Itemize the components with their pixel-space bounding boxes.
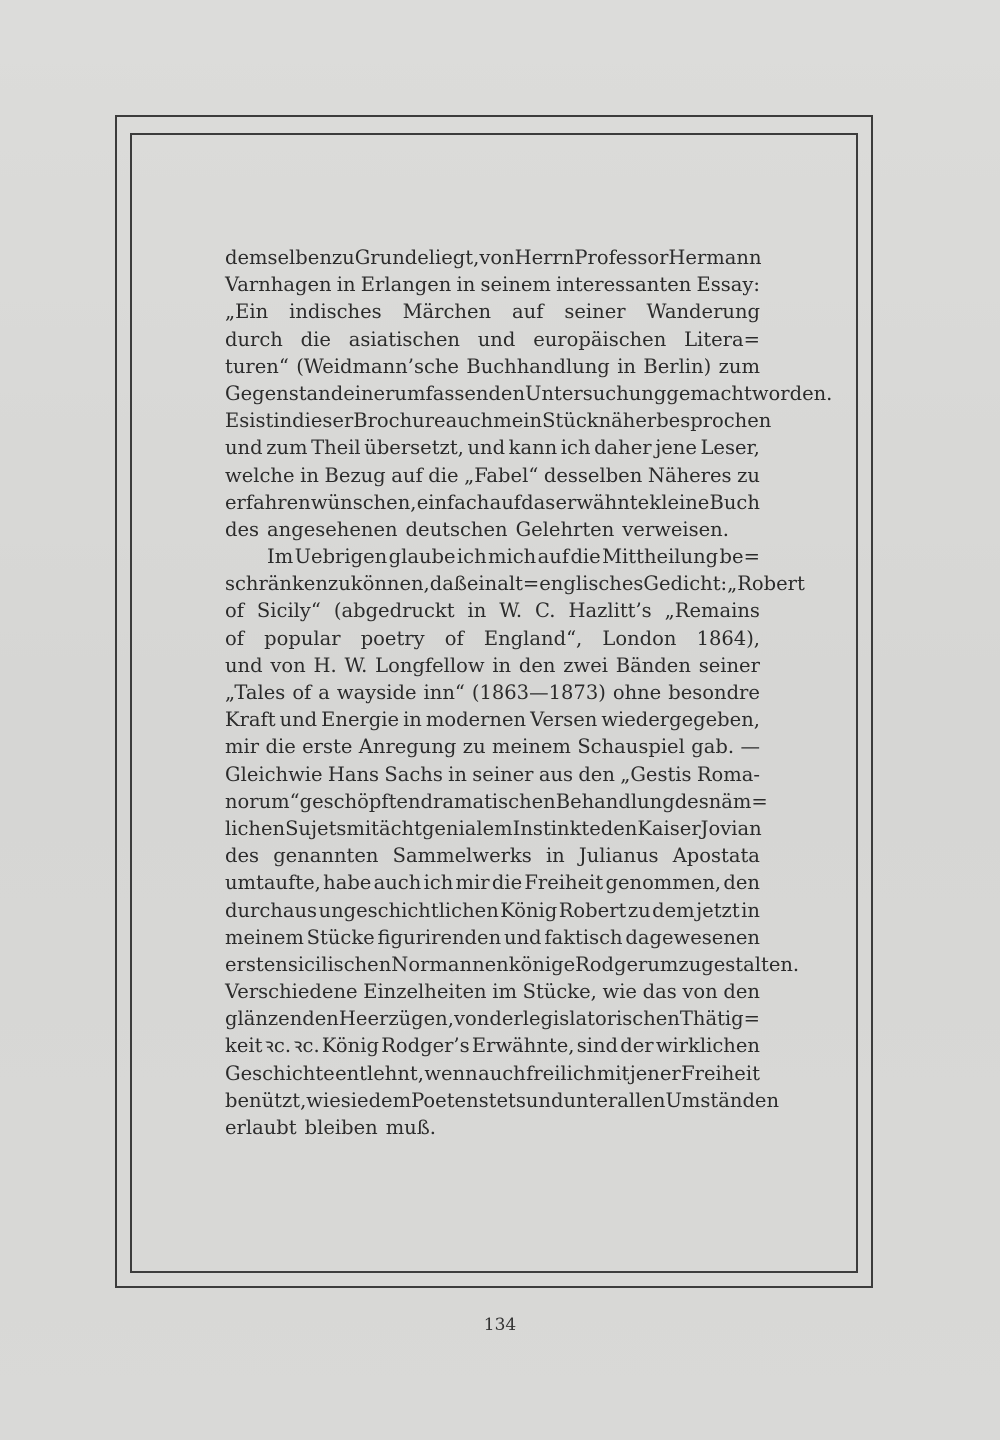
word: Im	[267, 545, 294, 569]
word: erste	[302, 735, 353, 759]
word: und	[467, 436, 506, 460]
text-line	[225, 353, 760, 380]
word: dem	[368, 1088, 412, 1112]
word: asiatischen	[348, 327, 460, 351]
word: Buch	[709, 490, 760, 514]
word: Märchen	[402, 300, 492, 324]
word: glänzenden	[225, 1007, 339, 1031]
word: Instinkte	[512, 816, 601, 840]
text-line	[225, 244, 760, 271]
word: den	[518, 653, 556, 677]
word: mein	[493, 409, 543, 433]
word: liegt,	[428, 246, 480, 269]
word: auch	[478, 1061, 526, 1085]
text-line	[225, 706, 760, 733]
word: ein	[466, 572, 498, 596]
word: das	[642, 980, 677, 1004]
word: daß	[429, 572, 467, 596]
word: von	[270, 653, 306, 677]
text-line	[225, 978, 760, 1005]
word: in	[456, 273, 476, 297]
word: turen“	[225, 354, 289, 378]
word: mir	[225, 735, 260, 759]
word: Heerzügen,	[338, 1007, 454, 1031]
word: zu	[627, 898, 651, 922]
word: Energie	[321, 708, 400, 732]
word: alt=englisches	[497, 572, 644, 596]
word: erfahren	[225, 490, 311, 514]
word: Thätig=	[679, 1007, 760, 1031]
word: die	[300, 327, 331, 351]
word: ich	[456, 545, 487, 569]
word: Leser,	[700, 436, 760, 460]
word: zu	[327, 572, 351, 596]
word: einer	[343, 381, 395, 405]
text-line	[225, 298, 760, 325]
word: daher	[594, 436, 652, 460]
text-line	[225, 271, 760, 298]
word: London	[602, 626, 677, 650]
word: angesehenen	[267, 517, 398, 541]
word: Kaiser	[637, 816, 701, 840]
word: Jovian	[700, 816, 762, 840]
word: Stücke,	[522, 980, 597, 1004]
word: zum	[718, 354, 760, 378]
word: im	[492, 980, 517, 1004]
word: Bezug	[324, 463, 386, 487]
word: der	[620, 1034, 654, 1058]
word: Näheres	[647, 463, 732, 487]
text-line	[225, 652, 760, 679]
word: Litera=	[684, 327, 760, 351]
word: Versen	[530, 708, 598, 732]
word: „Robert	[727, 572, 805, 596]
text-line	[225, 761, 760, 788]
word: in	[741, 898, 760, 922]
word: von	[682, 980, 718, 1004]
word: Poeten	[411, 1088, 479, 1112]
word: zwei	[563, 653, 609, 677]
word: ich	[423, 871, 454, 895]
word: den	[723, 980, 760, 1004]
word: Schauspiel	[577, 735, 685, 759]
word: erlaubt	[225, 1116, 297, 1139]
text-line	[225, 570, 805, 597]
word: legislatorischen	[522, 1007, 680, 1031]
text-line	[225, 489, 760, 516]
word: 1864),	[696, 626, 760, 650]
word: Kraft	[225, 708, 276, 732]
word: of	[225, 599, 244, 623]
word: erwähnte	[555, 490, 650, 514]
word: lichen	[225, 816, 286, 840]
word: seiner	[564, 300, 626, 324]
text-line	[225, 788, 768, 815]
word: Wanderung	[646, 300, 760, 324]
word: ächt	[379, 816, 422, 840]
word: wie	[602, 980, 637, 1004]
word: Theil	[311, 436, 361, 460]
text-line	[225, 951, 800, 978]
word: Stück	[542, 409, 599, 433]
word: keit	[225, 1034, 263, 1058]
word: durchaus	[225, 898, 318, 922]
word: dem	[652, 898, 695, 922]
word: Roma-	[696, 762, 760, 786]
word: besondre	[668, 681, 760, 704]
word: „Tales	[225, 681, 286, 704]
word: von	[453, 1007, 490, 1031]
word: Uebrigen	[294, 545, 388, 569]
word: umzugestalten.	[647, 952, 800, 976]
word: a	[318, 681, 330, 704]
word: in	[336, 273, 356, 297]
word: einfach	[416, 490, 490, 514]
word: König	[321, 1034, 379, 1058]
word: indisches	[289, 300, 382, 324]
text-line	[225, 543, 760, 570]
word: näm=	[708, 789, 768, 813]
word: wenn	[424, 1061, 478, 1085]
word: des	[225, 844, 260, 868]
word: deutschen	[405, 517, 508, 541]
word: Anregung	[358, 735, 457, 759]
word: und	[525, 1088, 564, 1112]
word: Freiheit	[524, 871, 604, 895]
word: zu	[462, 735, 486, 759]
word: ersten	[225, 952, 288, 976]
word: Sicily“	[256, 599, 321, 623]
word: Normannenkönige	[391, 952, 576, 976]
word: die	[570, 545, 601, 569]
word: Gleichwie	[225, 762, 323, 786]
word: zu	[737, 463, 760, 487]
word: von	[479, 246, 515, 269]
word: figurirenden	[377, 925, 502, 949]
word: jetzt	[696, 898, 740, 922]
word: und	[503, 925, 542, 949]
word: können,	[350, 572, 430, 596]
word: wirklichen	[655, 1034, 760, 1058]
word: auch	[373, 871, 422, 895]
text-line	[225, 897, 760, 924]
word: Sammelwerks	[392, 844, 532, 868]
word: Apostata	[672, 844, 760, 868]
word: ꝛc.	[264, 1034, 292, 1058]
word: mit	[596, 1061, 630, 1085]
word: Hazlitt’s	[568, 599, 652, 623]
word: auf	[537, 545, 570, 569]
text-line	[225, 1060, 760, 1087]
word: die	[491, 871, 523, 895]
word: und	[225, 653, 263, 677]
word: übersetzt,	[364, 436, 464, 460]
word: Robert	[558, 898, 627, 922]
word: europäischen	[533, 327, 667, 351]
word: allen	[617, 1088, 666, 1112]
word: in	[300, 463, 319, 487]
text-line	[225, 842, 760, 869]
word: besprochen	[656, 409, 772, 433]
word: ist	[249, 409, 274, 433]
text-line	[225, 1032, 760, 1059]
word: Rodger	[575, 952, 648, 976]
word: habe	[323, 871, 372, 895]
word: in	[492, 653, 512, 677]
text-line	[225, 326, 760, 353]
word: Berlin)	[643, 354, 712, 378]
word: „Remains	[664, 599, 760, 623]
word: „Fabel“	[464, 463, 539, 487]
word: Longfellow	[375, 653, 485, 677]
word: gab.	[691, 735, 735, 759]
word: in	[467, 599, 487, 623]
word: demselben	[225, 246, 332, 269]
text-line	[225, 815, 760, 842]
text-line	[225, 380, 833, 407]
word: verweisen.	[622, 517, 729, 541]
word: und	[279, 708, 318, 732]
word: Sachs	[384, 762, 443, 786]
word: Brochure	[353, 409, 446, 433]
word: auch	[445, 409, 494, 433]
word: ich	[560, 436, 591, 460]
word: popular	[264, 626, 341, 650]
word: wayside	[336, 681, 417, 704]
word: Hans	[327, 762, 380, 786]
word: Sujets	[285, 816, 347, 840]
word: die	[265, 735, 296, 759]
word: Gedicht:	[643, 572, 728, 596]
word: Grunde	[354, 246, 429, 269]
word: den	[578, 762, 615, 786]
word: seinem	[480, 273, 551, 297]
word: sicilischen	[287, 952, 392, 976]
word: gemacht	[666, 381, 752, 405]
word: ꝛc.	[293, 1034, 320, 1058]
word: Stücke	[306, 925, 375, 949]
word: norum“	[225, 789, 300, 813]
word: kann	[508, 436, 558, 460]
word: Rodger’s	[381, 1034, 470, 1058]
word: glaube	[388, 545, 456, 569]
word: unter	[563, 1088, 618, 1112]
word: Einzelheiten	[363, 980, 487, 1004]
word: meinem	[225, 925, 304, 949]
word: wünschen,	[310, 490, 417, 514]
word: faktisch	[544, 925, 623, 949]
body-text	[225, 244, 833, 1141]
word: schränken	[225, 572, 328, 596]
word: durch	[225, 327, 283, 351]
word: wie	[306, 1088, 341, 1112]
word: Erwähnte,	[471, 1034, 575, 1058]
word: in	[273, 409, 293, 433]
word: „Ein	[225, 300, 269, 324]
word: sie	[340, 1088, 369, 1112]
text-line	[225, 733, 760, 760]
text-line	[225, 1087, 780, 1114]
word: Es	[225, 409, 250, 433]
word: sind	[576, 1034, 618, 1058]
word: zum	[266, 436, 308, 460]
word: Umständen	[665, 1088, 780, 1112]
text-line	[225, 924, 760, 951]
word: umtaufte,	[225, 871, 321, 895]
word: Mittheilung	[602, 545, 719, 569]
word: umfassenden	[394, 381, 526, 405]
word: Varnhagen	[225, 273, 332, 297]
word: of	[225, 626, 244, 650]
word: den	[600, 816, 638, 840]
word: geschöpften	[299, 789, 421, 813]
word: poetry	[360, 626, 425, 650]
word: stets	[478, 1088, 526, 1112]
text-line	[225, 462, 760, 489]
word: meinem	[492, 735, 571, 759]
word: mit	[346, 816, 379, 840]
word: Bänden	[615, 653, 691, 677]
word: ohne	[612, 681, 662, 704]
word: den	[723, 871, 760, 895]
word: Geschichte	[225, 1061, 335, 1085]
word: kleine	[649, 490, 710, 514]
text-line	[225, 1005, 760, 1032]
word: desselben	[543, 463, 643, 487]
word: in	[617, 354, 636, 378]
word: mir	[455, 871, 490, 895]
word: auf	[512, 300, 544, 324]
word: of	[444, 626, 464, 650]
word: mich	[488, 545, 537, 569]
word: das	[521, 490, 556, 514]
word: entlehnt,	[335, 1061, 424, 1085]
page-number: 134	[483, 1315, 517, 1335]
word: of	[292, 681, 312, 704]
word: aus	[538, 762, 574, 786]
text-line	[225, 407, 772, 434]
word: (1863—1873)	[471, 681, 606, 704]
word: bleiben	[304, 1116, 378, 1139]
word: W.	[499, 599, 523, 623]
word: jene	[655, 436, 697, 460]
text-line	[225, 434, 760, 461]
word: (abgedruckt	[333, 599, 455, 623]
word: König	[500, 898, 558, 922]
word: C.	[535, 599, 556, 623]
word: freilich	[526, 1061, 597, 1085]
word: jener	[629, 1061, 681, 1085]
word: worden.	[751, 381, 833, 405]
text-line	[225, 679, 760, 706]
word: Professor	[574, 246, 669, 269]
word: Freiheit	[681, 1061, 760, 1085]
word: welche	[225, 463, 295, 487]
word: des	[674, 789, 709, 813]
word: (Weidmann’sche	[296, 354, 459, 378]
word: Erlangen	[360, 273, 452, 297]
word: auf	[391, 463, 423, 487]
word: und	[477, 327, 516, 351]
word: Buchhandlung	[466, 354, 610, 378]
word: dagewesenen	[625, 925, 760, 949]
word: Gegenstand	[225, 381, 344, 405]
word: die	[428, 463, 459, 487]
word: Julianus	[578, 844, 659, 868]
word: —	[740, 735, 760, 759]
word: ungeschichtlichen	[318, 898, 499, 922]
word: Verschiedene	[225, 980, 358, 1004]
word: dieser	[292, 409, 354, 433]
word: „Gestis	[620, 762, 692, 786]
word: Essay:	[696, 273, 760, 297]
word: genommen,	[605, 871, 722, 895]
word: H.	[313, 653, 337, 677]
text-line	[225, 869, 760, 896]
word: in	[448, 762, 467, 786]
word: und	[225, 436, 263, 460]
word: auf	[489, 490, 521, 514]
word: dramatischen	[420, 789, 556, 813]
word: modernen	[425, 708, 527, 732]
text-line	[225, 625, 760, 652]
word: muß.	[385, 1116, 436, 1139]
word: benützt,	[225, 1088, 307, 1112]
word: be=	[719, 545, 760, 569]
word: des	[225, 517, 260, 541]
text-line	[225, 1114, 760, 1141]
text-line	[225, 597, 760, 624]
word: Gelehrten	[515, 517, 615, 541]
word: näher	[598, 409, 657, 433]
word: W.	[344, 653, 368, 677]
word: genialem	[421, 816, 513, 840]
word: in	[403, 708, 422, 732]
word: Untersuchung	[525, 381, 667, 405]
word: Hermann	[668, 246, 762, 269]
word: England“,	[483, 626, 583, 650]
word: interessanten	[556, 273, 692, 297]
word: genannten	[273, 844, 379, 868]
word: wiedergegeben,	[601, 708, 760, 732]
word: inn“	[423, 681, 465, 704]
word: Behandlung	[555, 789, 675, 813]
word: in	[545, 844, 565, 868]
word: der	[489, 1007, 523, 1031]
word: Herrn	[514, 246, 575, 269]
text-line	[225, 516, 760, 543]
word: zu	[331, 246, 355, 269]
word: seiner	[698, 653, 760, 677]
word: seiner	[472, 762, 534, 786]
